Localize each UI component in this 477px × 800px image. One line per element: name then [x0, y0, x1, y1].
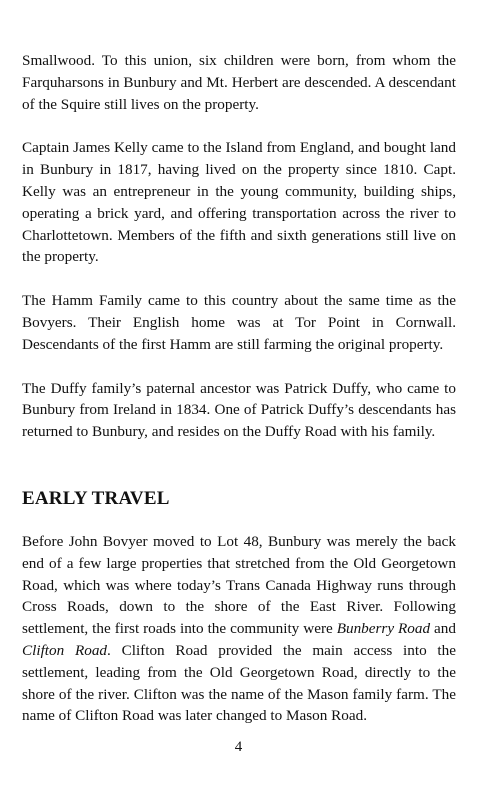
document-page [22, 50, 456, 727]
paragraph-duffy: The Duffy family’s paternal ancestor was Patrick Duffy, who came to Bunbury from Ireland in 1834. One of Patrick Duffy’s descendants has returned to Bunbury, and resides on the Duffy Road with his family. [22, 379, 456, 441]
road-name-clifton: Clifton Road [22, 641, 108, 659]
section-spacer [22, 443, 456, 487]
page-number: 4 [234, 739, 243, 755]
heading-spacer [22, 511, 456, 531]
paragraph-farquharson: Smallwood. To this union, six children were born, from whom the Farquharsons in Bunbury and Mt. Herbert are descended. A descendant of the Squire still lives on the property. [22, 52, 456, 113]
road-name-bunberry: Bunberry Road [336, 620, 431, 638]
travel-text-part1: Before John Bovyer moved to Lot 48, Bunbury was merely the back end of a few large properties that stretched from the Old Georgetown Road, which was where today’s Trans Canada Highway runs through Cross Roads, down to the shore of the East River. Following settlement, the first roads into the community were [22, 532, 456, 638]
paragraph-early-travel [22, 531, 456, 727]
paragraph-hamm: The Hamm Family came to this country about the same time as the Bovyers. Their English home was at Tor Point in Cornwall. Descendants of the first Hamm are still farming the original property. [22, 292, 456, 353]
section-heading: EARLY TRAVEL [22, 487, 170, 509]
travel-text-and: and [430, 620, 456, 638]
travel-text-part2: . Clifton Road provided the main access into the settlement, leading from the Old Georgetown Road, directly to the shore of the river. Clifton was the name of the Mason family farm. The name of Clifton Road was later changed to Mason Road. [22, 641, 456, 725]
paragraph-spacer [22, 268, 456, 290]
paragraph-kelly: Captain James Kelly came to the Island from England, and bought land in Bunbury in 1817, having lived on the property since 1810. Capt. Kelly was an entrepreneur in the young community, building ships, operating a brick yard, and offering transportation across the river to Charlottetown. Members of the fifth and sixth generations still live on the property. [22, 139, 456, 266]
paragraph-spacer [22, 356, 456, 378]
paragraph-spacer [22, 115, 456, 137]
